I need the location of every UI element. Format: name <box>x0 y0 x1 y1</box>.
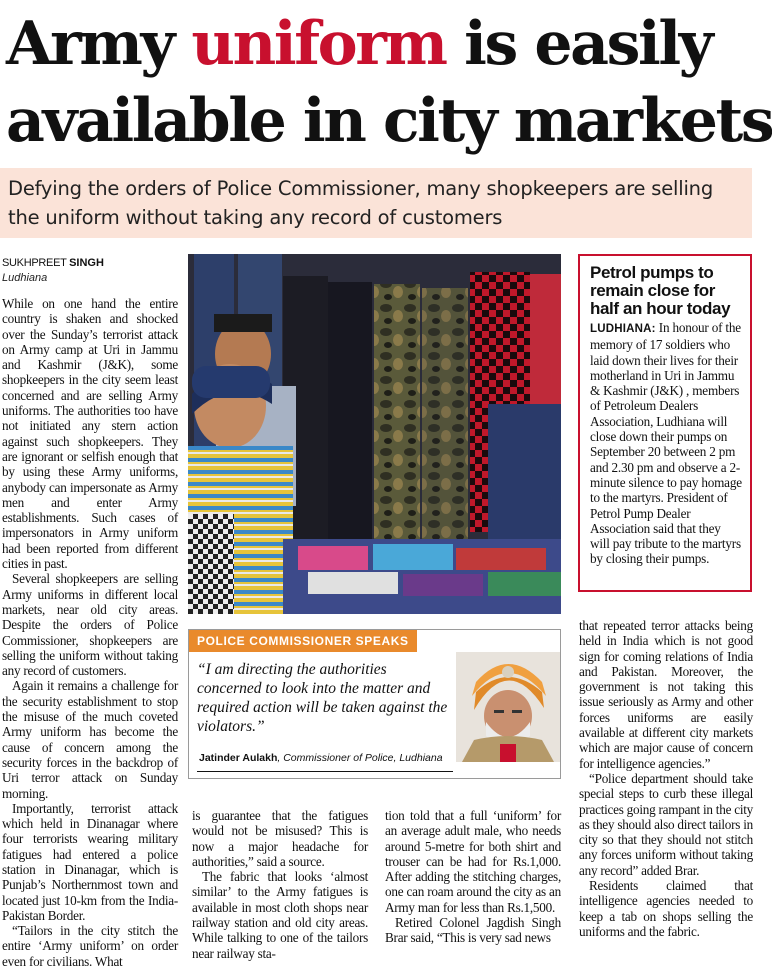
paragraph: Several shopkeepers are selling Army uniforms in different local markets, near old city areas. Despite the orders of Police Commissioner, shopkeepers are selling the uniform without taking any record of customers. <box>2 571 178 679</box>
headline-line-2: available in city markets <box>6 86 772 156</box>
sidebar-box <box>578 254 752 592</box>
article-column-1 <box>2 296 178 969</box>
paragraph: is guarantee that the fatigues would not be misused? This is now a major headache for authorities,” said a source. <box>192 808 368 869</box>
headline-part-2: is easily <box>445 9 712 79</box>
headline-part-1: Army <box>6 9 192 79</box>
article-column-4 <box>579 618 753 939</box>
sidebar-title: Petrol pumps to remain close for half an hour today <box>590 263 731 318</box>
commissioner-portrait <box>456 652 560 762</box>
paragraph: Again it remains a challenge for the security establishment to stop the misuse of the much coveted Army uniform has become the cause of concern among the security forces in the backdrop of Uri terror attack on Sunday morning. <box>2 678 178 801</box>
paragraph: While on one hand the entire country is shaken and shocked over the Sunday’s terrorist attack on Army camp at Uri in Jammu and Kashmir (J&K), some shopkeepers in the city seem least concerned and are selling Army uniforms. The authorities too have not initiated any stern action against such shopkeepers. They are ignorant or selfish enough that by using these Army uniforms, anybody can impersonate as Army men and enter Army establishments. Such cases of impersonators in Army uniform had been reported from different cities in past. <box>2 296 178 572</box>
shop-photo-illustration <box>188 254 561 614</box>
byline-first-name: SUKHPREET <box>2 257 70 269</box>
sidebar-text: In honour of the memory of 17 soldiers who laid down their lives for their motherland in Uri in Jammu & Kashmir (J&K) , members of Petroleum Dealers Association, Ludhiana will close down their pumps on September 20 between 2 pm and 2.30 pm and observe a 2-minute silence to pay homage to the martyrs. President of Petrol Pump Dealer Association said that they will pay tribute to the martyrs by closing their pumps. <box>590 320 742 567</box>
paragraph: Retired Colonel Jagdish Singh Brar said, “This is very sad news <box>385 915 561 946</box>
shop-photo <box>188 254 561 614</box>
quote-role: , Commissioner of Police, Ludhiana <box>277 752 443 764</box>
paragraph: “Tailors in the city stitch the entire ‘Army uniform’ on order even for civilians. What <box>2 923 178 969</box>
quote-label: POLICE COMMISSIONER SPEAKS <box>189 630 417 652</box>
article-column-2 <box>192 808 368 961</box>
dateline: Ludhiana <box>2 272 48 284</box>
sidebar-body <box>590 320 742 567</box>
quote-text: “I am directing the authorities concerned to look into the matter and required action will be taken against the violators.” <box>197 661 448 735</box>
headline <box>6 6 772 160</box>
subhead: Defying the orders of Police Commissioner, many shopkeepers are selling the uniform without taking any record of customers <box>0 168 752 238</box>
paragraph: “Police department should take special steps to curb these illegal practices going rampant in the city as they should also direct tailors in city so that they should not stitch any forces uniform without taking any record” added Brar. <box>579 770 753 878</box>
quote-box <box>188 629 561 779</box>
paragraph: Importantly, terrorist attack which held in Dinanagar where four terrorists wearing military fatigues had entered a police station in Dinanagar, which is Punjab’s Northernmost town and located just 10-km from the India-Pakistan Border. <box>2 800 178 923</box>
byline <box>2 257 104 269</box>
paragraph: tion told that a full ‘uniform’ for an average adult male, who needs around 5-metre for both shirt and trouser can be had for Rs.1,000. After adding the stitching charges, one can roam around the city as an Army man for less than Rs.1,500. <box>385 808 561 915</box>
byline-last-name: SINGH <box>69 257 104 269</box>
headline-line-1 <box>6 6 752 83</box>
paragraph: Residents claimed that intelligence agencies needed to keep a tab on shops selling the uniforms and the fabric. <box>579 878 753 939</box>
portrait-illustration <box>456 652 560 762</box>
paragraph: The fabric that looks ‘almost similar’ to the Army fatigues is available in most cloth shops near railway station and old city areas. While talking to one of the tailors near railway sta- <box>192 869 368 961</box>
quote-attribution <box>199 752 443 764</box>
paragraph: that repeated terror attacks being held in India which is not good sign for coming relations of India and Pakistan. Moreover, the government is not taking this issue seriously as Army and other forces uniforms are easily available at different city markets which are major cause of concern for intelligence agencies.” <box>579 618 753 771</box>
divider <box>197 771 453 772</box>
article-column-3 <box>385 808 561 946</box>
quote-name: Jatinder Aulakh <box>199 752 278 764</box>
sidebar-dateline: LUDHIANA: <box>590 323 656 335</box>
headline-highlight: uniform <box>191 9 446 79</box>
